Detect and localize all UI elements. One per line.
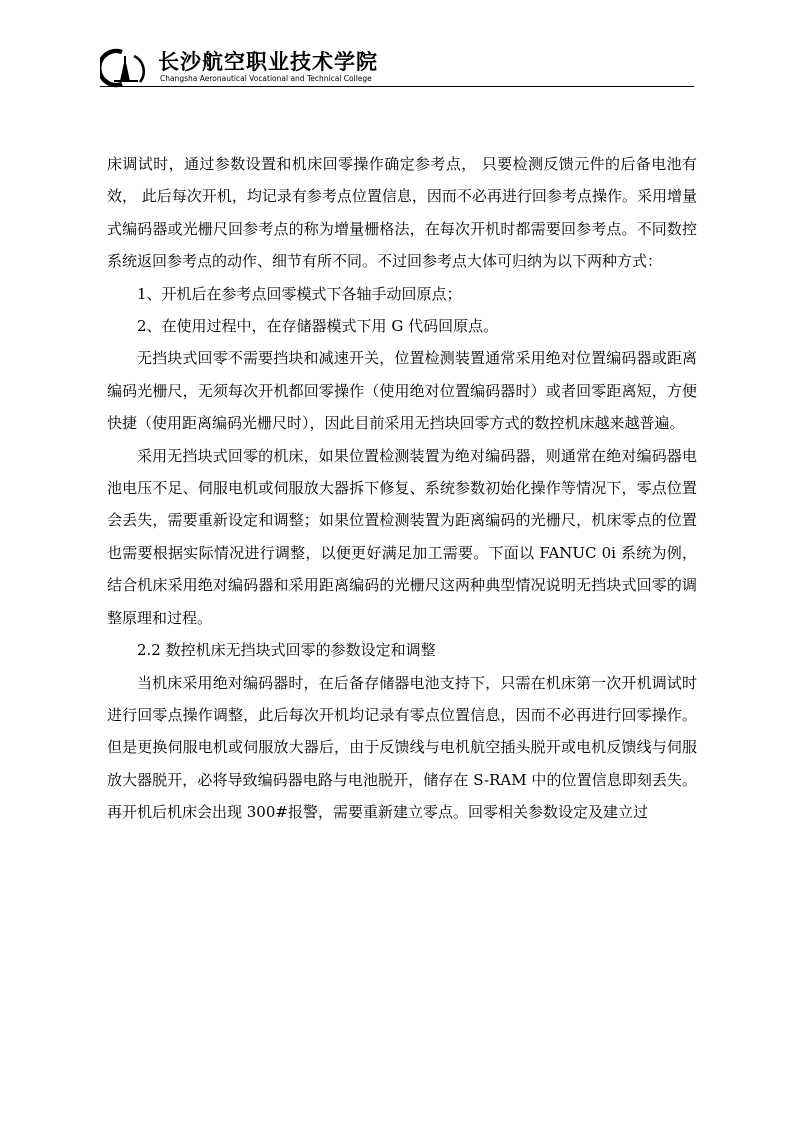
list-item-1: 1、开机后在参考点回零模式下各轴手动回原点； [137,284,462,303]
paragraph-absolute-encoder: 当机床采用绝对编码器时，在后备存储器电池支持下，只需在机床第一次开机调试时进行回零点操作调整，此后每次开机均记录有零点位置信息，因而不必再进行回零操作。但是更换伺服电机或伺服放大器后，由于反馈线与电机航空插头脱开或电机反馈线与伺服放大器脱开，必将导致编码器电路与电池脱开，储存在 S-RAM 中的位置信息即刻丢失。再开机后机床会出现 300#报警，需要重新建立零点。回零相关参数设定及建立过 [107,673,697,822]
list-item-2: 2、在使用过程中，在存储器模式下用 G 代码回原点。 [137,317,499,336]
school-name-en: Changsha Aeronautical Vocational and Technical College [160,74,372,83]
document-body [107,148,697,829]
school-name-cn: 长沙航空职业技术学院 [158,49,378,74]
paragraph-encoder-cases: 采用无挡块式回零的机床，如果位置检测装置为绝对编码器，则通常在绝对编码器电池电压不足、伺服电机或伺服放大器拆下修复、系统参数初始化操作等情况下，零点位置会丢失，需要重新设定和调整；如果位置检测装置为距离编码的光栅尺，机床零点的位置也需要根据实际情况进行调整，以便更好满足加工需要。下面以 FANUC 0i 系统为例，结合机床采用绝对编码器和采用距离编码的光栅尺这两种典型情况说明无挡块式回零的调整原理和过程。 [107,446,697,627]
paragraph-no-stop-return: 无挡块式回零不需要挡块和减速开关，位置检测装置通常采用绝对位置编码器或距离编码光栅尺，无须每次开机都回零操作（使用绝对位置编码器时）或者回零距离短，方便快捷（使用距离编码光栅尺时），因此目前采用无挡块回零方式的数控机床越来越普遍。 [107,349,697,433]
section-heading-2-2: 2.2 数控机床无挡块式回零的参数设定和调整 [137,641,436,660]
college-logo-icon [100,48,156,88]
page-header [100,44,694,88]
paragraph-continuation: 床调试时，通过参数设置和机床回零操作确定参考点， 只要检测反馈元件的后备电池有效， 此后每次开机，均记录有参考点位置信息，因而不必再进行回参考点操作。采用增量式编码器或光栅尺回参考点的称为增量栅格法，在每次开机时都需要回参考点。不同数控系统返回参考点的动作、细节有所不同。不过回参考点大体可归纳为以下两种方式： [107,155,697,271]
header-divider [100,86,694,87]
